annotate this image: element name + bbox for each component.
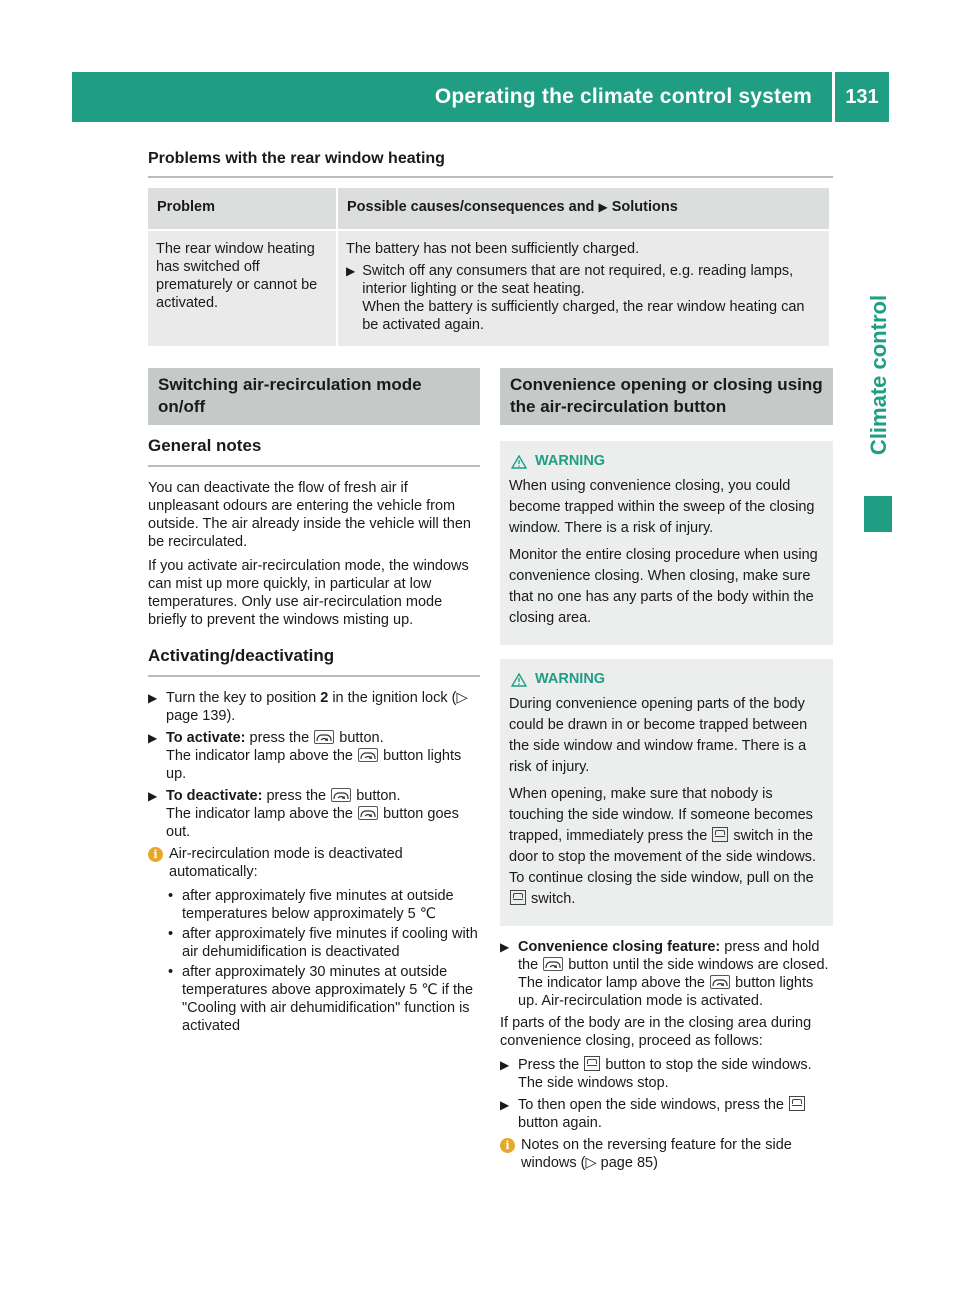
info-text: Notes on the reversing feature for the side windows ( [521, 1137, 792, 1171]
solution-note: When the battery is sufficiently charged, the rear window heating can be activated again. [362, 299, 805, 333]
paragraph: If you activate air-recirculation mode, the windows can mist up more quickly, in particular at low temperatures. Only use air-recirculation mode briefly to prevent the windows misting up. [148, 558, 469, 628]
step-text: To then open the side windows, press the [518, 1097, 784, 1113]
step-note: The indicator lamp above the [518, 975, 705, 991]
convenience-heading: Convenience opening or closing using the air-recirculation button [500, 368, 833, 425]
recirculation-button-icon [314, 730, 334, 744]
step-note: button goes out. [166, 806, 459, 840]
window-switch-icon [510, 890, 526, 905]
step-arrow-icon: ▶ [346, 264, 356, 278]
table-header-row [148, 188, 829, 229]
step-item [148, 787, 480, 841]
paragraph: If parts of the body are in the closing area during convenience closing, proceed as follows: [500, 1015, 812, 1049]
step-note: The indicator lamp above the [166, 748, 353, 764]
header-solutions-pre: Possible causes/consequences and [347, 199, 595, 215]
step-arrow-icon: ▶ [148, 691, 158, 705]
page-header [72, 72, 832, 122]
recirculation-button-icon [358, 806, 378, 820]
warning-title [511, 669, 823, 690]
header-solutions-post: Solutions [611, 199, 678, 215]
warning-label: WARNING [535, 671, 606, 687]
step-note: The side windows stop. [518, 1075, 669, 1091]
solution-cell [338, 231, 829, 346]
warning-text: When using convenience closing, you could become trapped within the sweep of the closing window. There is a risk of injury. [509, 478, 815, 536]
step-note: button lights up. [166, 748, 462, 782]
step-arrow-icon: ▶ [500, 1098, 510, 1112]
page-ref-icon: ▷ [585, 1155, 597, 1171]
step-note: button lights up. Air-recirculation mode is activated. [518, 975, 814, 1009]
step-text: Turn the key to position [166, 690, 317, 706]
step-text: button until the side windows are closed. [568, 957, 829, 973]
warning-text-part: switch in the door to stop the movement of the side windows. To continue closing the side window, pull on the [509, 828, 817, 886]
page-ref[interactable]: page 139). [166, 708, 236, 724]
list-item-text: after approximately five minutes if cooling with air dehumidification is deactivated [182, 926, 478, 960]
paragraph: You can deactivate the flow of fresh air if unpleasant odours are entering the vehicle from outside. The air already inside the vehicle will then be recirculated. [148, 480, 471, 550]
recirculation-heading: Switching air-recirculation mode on/off [148, 368, 480, 425]
list-item-text: after approximately 30 minutes at outside temperatures above approximately 5 ℃ if the "Cooling with air dehumidification" function is activated [182, 964, 474, 1034]
step-label: To activate: [166, 730, 246, 746]
window-switch-icon [789, 1096, 805, 1111]
info-icon: i [148, 847, 163, 862]
list-item-text: after approximately five minutes at outside temperatures below approximately 5 ℃ [182, 888, 454, 922]
list-item [168, 925, 480, 961]
step-item [500, 1056, 833, 1092]
header-solutions [338, 188, 829, 229]
solution-step [346, 262, 821, 334]
step-text: button. [356, 788, 401, 804]
step-item [500, 1096, 833, 1132]
problem-cell: The rear window heating has switched off prematurely or cannot be activated. [148, 231, 336, 346]
warning-text [509, 784, 823, 910]
step-arrow-icon: ▶ [500, 1058, 510, 1072]
step-label: Convenience closing feature: [518, 939, 721, 955]
page-ref-icon: ▷ [456, 690, 468, 706]
step-arrow-icon: ▶ [148, 731, 158, 745]
table-row [148, 231, 829, 346]
step-text: in the ignition lock ( [332, 690, 457, 706]
header-title: Operating the climate control system [434, 85, 812, 108]
info-note [500, 1136, 833, 1172]
left-column [148, 368, 480, 1037]
warning-text: During convenience opening parts of the body could be drawn in or become trapped between the side window and window frame. There is a risk of injury. [509, 696, 808, 775]
step-label: To deactivate: [166, 788, 263, 804]
warning-text-part: When opening, make sure that nobody is touching the side window. If someone becomes trapped, immediately press the [509, 786, 813, 844]
step-item [500, 938, 833, 1010]
recirculation-button-icon [358, 748, 378, 762]
step-arrow-icon: ▶ [148, 789, 158, 803]
warning-triangle-icon [511, 455, 527, 469]
position-number: 2 [320, 690, 329, 706]
list-item [168, 887, 480, 923]
cause-text: The battery has not been sufficiently charged. [346, 241, 640, 257]
step-text: button to stop the side windows. [605, 1057, 812, 1073]
warning-title [511, 451, 823, 472]
warning-label: WARNING [535, 453, 606, 469]
side-tab-label: Climate control [866, 294, 892, 456]
solution-text: Switch off any consumers that are not required, e.g. reading lamps, interior lighting or the seat heating. [362, 263, 794, 297]
bullet-dot-icon: • [168, 964, 174, 980]
recirculation-button-icon [331, 788, 351, 802]
info-icon: i [500, 1138, 515, 1153]
step-text: Press the [518, 1057, 580, 1073]
warning-text-part: switch. [531, 891, 576, 907]
step-arrow-icon: ▶ [598, 200, 608, 214]
header-problem: Problem [148, 188, 336, 229]
problems-table [146, 186, 831, 348]
list-item [168, 963, 480, 1035]
side-tab-marker [864, 496, 892, 532]
right-column [500, 368, 833, 1178]
page-number: 131 [845, 85, 879, 108]
step-text: button. [339, 730, 384, 746]
bullet-dot-icon: • [168, 926, 174, 942]
warning-box [500, 441, 833, 645]
info-note [148, 845, 480, 881]
recirculation-button-icon [543, 957, 563, 971]
conditions-list [168, 887, 480, 1035]
window-switch-icon [584, 1056, 600, 1071]
window-switch-icon [712, 827, 728, 842]
step-item [148, 689, 480, 725]
step-note: The indicator lamp above the [166, 806, 353, 822]
warning-text: Monitor the entire closing procedure when using convenience closing. When closing, make sure that no one has any parts of the body within the closing area. [509, 547, 818, 626]
step-text: press the [249, 730, 310, 746]
warning-triangle-icon [511, 673, 527, 687]
rear-window-heading: Problems with the rear window heating [148, 150, 833, 178]
page-ref[interactable]: page 85) [600, 1155, 658, 1171]
bullet-dot-icon: • [168, 888, 174, 904]
step-arrow-icon: ▶ [500, 940, 510, 954]
rear-window-section [148, 150, 833, 348]
warning-box [500, 659, 833, 926]
page-number-box [835, 72, 889, 122]
recirculation-button-icon [710, 975, 730, 989]
step-item [148, 729, 480, 783]
step-text: press and hold the [518, 939, 820, 973]
general-notes-heading: General notes [148, 437, 480, 467]
step-text: press the [266, 788, 327, 804]
side-tab [862, 260, 896, 490]
info-text: Air-recirculation mode is deactivated automatically: [169, 846, 403, 880]
activating-heading: Activating/deactivating [148, 647, 480, 677]
step-text: button again. [518, 1115, 602, 1131]
